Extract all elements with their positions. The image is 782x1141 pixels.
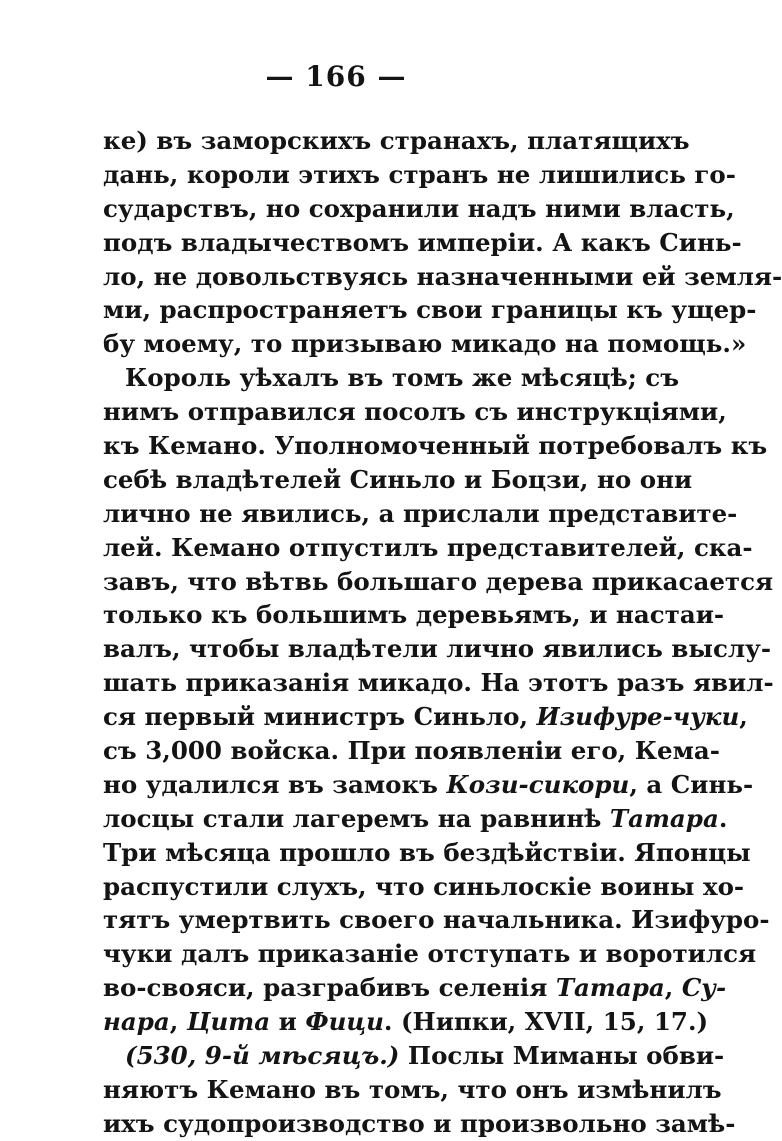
text-segment: ло, не довольствуясь назначенными ей земля- [103,261,782,291]
text-line [103,124,690,158]
text-line [103,565,774,599]
text-line [103,700,748,734]
text-line [103,1073,722,1107]
text-segment: сударствъ, но сохранили надъ ними власть, [103,193,735,223]
text-segment: во-свояси, разграбивъ селенія [103,973,556,1003]
text-segment: лосцы стали лагеремъ на равнинѣ [103,803,610,833]
text-segment: . [718,803,728,833]
text-line [103,226,742,260]
italic-text: Фици [305,1007,384,1037]
text-line [103,598,725,632]
text-line [103,768,754,802]
text-line [103,1039,725,1073]
text-segment: валъ, чтобы владѣтели лично явились выслу- [103,634,772,664]
text-line [103,429,768,463]
text-segment: къ Кемано. Уполномоченный потребовалъ къ [103,431,768,461]
text-segment: подъ владычествомъ имперіи. А какъ Синь- [103,227,742,257]
text-line [103,937,757,971]
text-segment: и [270,1007,306,1037]
text-segment: , а Синь- [629,769,754,799]
text-segment: ке) въ заморскихъ странахъ, платящихъ [103,126,690,155]
text-line [103,1005,709,1039]
italic-text: Татара [555,973,665,1003]
text-segment: нимъ отправился посолъ съ инструкціями, [103,397,727,427]
text-line [103,327,747,361]
text-segment: ихъ судопроизводство и произвольно замѣ- [103,1108,736,1138]
text-line [103,836,751,870]
text-line [103,158,736,192]
text-segment: , [169,1007,187,1037]
body-text [103,124,782,1141]
text-segment: съ 3,000 войска. При появленіи его, Кема- [103,736,720,766]
text-segment: няютъ Кемано въ томъ, что онъ измѣнилъ [103,1074,722,1104]
text-line [103,361,679,395]
text-line [103,666,774,700]
italic-text: Цита [186,1007,271,1037]
text-line [103,293,757,327]
text-segment: чуки далъ приказаніе отступать и воротился [103,939,757,969]
text-segment: Три мѣсяца прошло въ бездѣйствіи. Японцы [103,837,751,867]
text-segment: лей. Кемано отпустилъ представителей, ска- [103,532,753,562]
text-segment: . (Нипки, XVII, 15, 17.) [383,1007,709,1037]
text-segment: ся первый министръ Синьло, [103,702,537,732]
text-segment: тятъ умертвить своего начальника. Изифуро- [103,905,770,935]
text-line [103,192,735,226]
text-segment: дань, короли этихъ странъ не лишились го- [103,159,736,189]
text-segment: ми, распространяетъ свои границы къ ущер- [103,295,757,325]
text-line [103,497,738,531]
text-segment: , [739,702,748,732]
text-line [103,260,782,294]
text-line [103,734,720,768]
text-line [103,531,753,565]
text-line [103,971,727,1005]
italic-text: Кози-сикори [446,769,630,799]
italic-text: Татара [609,803,719,833]
text-line [103,870,745,904]
text-segment: но удалился въ замокъ [103,769,447,799]
text-line [103,395,727,429]
text-segment: , [664,973,682,1003]
text-segment: только къ большимъ деревьямъ, и настаи- [103,600,725,630]
page-number: — 166 — [265,60,407,93]
italic-text: нара [103,1007,170,1037]
text-segment: себѣ владѣтелей Синьло и Боцзи, но они [103,464,693,494]
italic-text: Изифуре-чуки [536,702,740,732]
text-segment: бу моему, то призываю микадо на помощь.» [103,329,747,359]
text-segment: завъ, что вѣтвь большаго дерева прикасается [103,566,774,596]
text-line [103,1107,736,1141]
text-line [103,632,772,666]
text-segment: шать приказанія микадо. На этотъ разъ явил- [103,668,774,698]
text-segment: распустили слухъ, что синьлоскіе воины хо- [103,871,745,901]
text-segment: Король уѣхалъ въ томъ же мѣсяцѣ; съ [125,363,679,393]
text-line [103,463,693,497]
text-segment: Послы Миманы обви- [399,1041,725,1071]
italic-text: (530, 9-й мѣсяцъ.) [125,1041,400,1071]
text-segment: лично не явились, а прислали представите- [103,498,738,528]
text-line [103,802,728,836]
italic-text: Су- [681,973,727,1003]
text-line [103,903,770,937]
